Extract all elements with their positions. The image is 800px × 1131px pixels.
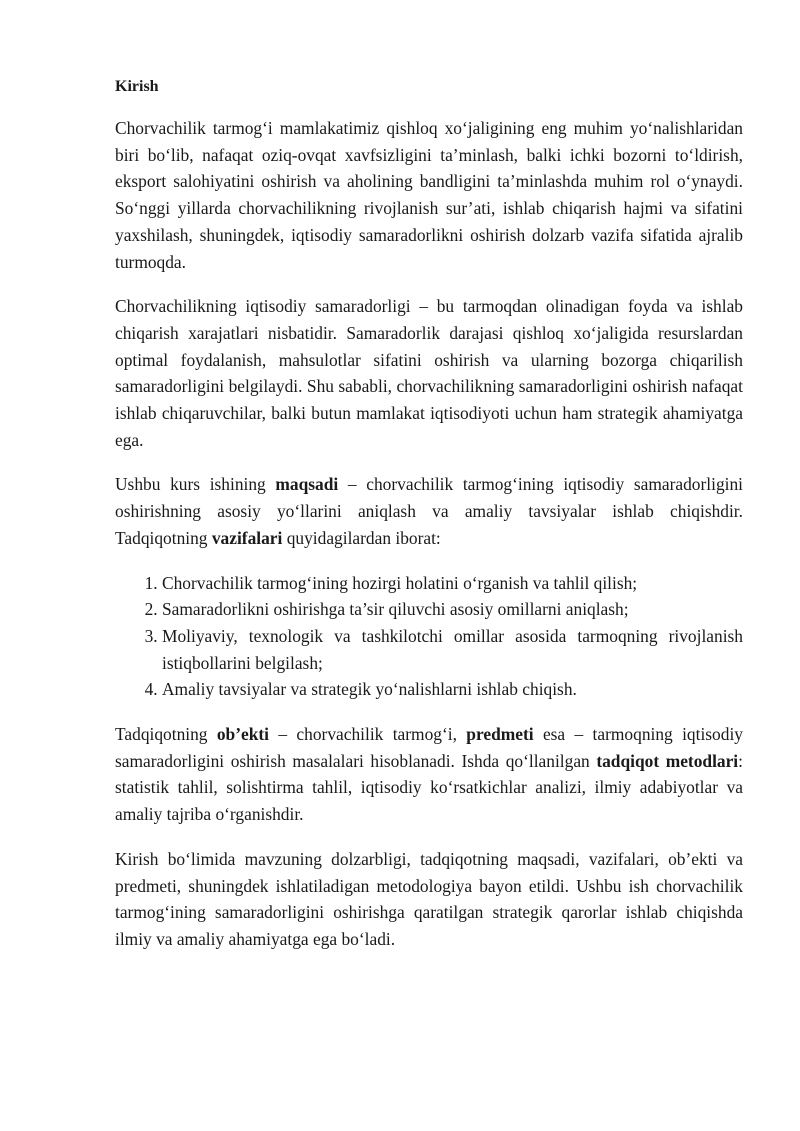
text-span: Tadqiqotning bbox=[115, 724, 217, 745]
section-heading: Kirish bbox=[115, 78, 159, 95]
text-span: – chorvachilik tarmog‘ining iqtisodiy samaradorligini oshirishning asosiy yo‘llarini aniqlash va amaliy tavsiyalar ishlab chiqishdir. Tadqiqotning bbox=[115, 474, 743, 548]
text-span: quyidagilardan iborat: bbox=[282, 527, 441, 548]
paragraph-efficiency: Chorvachilikning iqtisodiy samaradorligi – bu tarmoqdan olinadigan foyda va ishlab chiqarish xarajatlari nisbatidir. Samaradorlik darajasi qishloq xo‘jaligida resurslardan optimal foydalanish, mahsulotlar sifatini oshirish va ularning bozorga chiqarilish samaradorligini belgilaydi. Shu sababli, chorvachilikning samaradorligini oshirish nafaqat ishlab chiqaruvchilar, balki butun mamlakat iqtisodiyoti uchun ham strategik ahamiyatga ega. bbox=[115, 296, 743, 450]
bold-term-methods: tadqiqot metodlari bbox=[596, 750, 739, 771]
document-page bbox=[115, 76, 743, 971]
text-span: Ushbu kurs ishining bbox=[115, 474, 276, 495]
paragraph-goal bbox=[115, 471, 743, 551]
list-item: 3. Moliyaviy, texnologik va tashkilotchi omillar asosida tarmoqning rivojlanish istiqbollarini belgilash; bbox=[162, 623, 743, 676]
list-item: 4. Amaliy tavsiyalar va strategik yo‘nalishlarni ishlab chiqish. bbox=[162, 676, 743, 703]
list-item: 2. Samaradorlikni oshirishga ta’sir qiluvchi asosiy omillarni aniqlash; bbox=[162, 596, 743, 623]
text-span: : statistik tahlil, solishtirma tahlil, iqtisodiy ko‘rsatkichlar analizi, ilmiy adabiyotlar va amaliy tajriba o‘rganishdir. bbox=[115, 750, 743, 825]
bold-term-goal: maqsadi bbox=[275, 474, 339, 495]
list-item: 1. Chorvachilik tarmog‘ining hozirgi holatini o‘rganish va tahlil qilish; bbox=[162, 570, 743, 597]
paragraph-summary: Kirish bo‘limida mavzuning dolzarbligi, tadqiqotning maqsadi, vazifalari, ob’ekti va predmeti, shuningdek ishlatiladigan metodologiya bayon etildi. Ushbu ish chorvachilik tarmog‘ining samaradorligini oshirishga qaratilgan strategik qarorlar ishlab chiqishda ilmiy va amaliy ahamiyatga ega bo‘ladi. bbox=[115, 848, 743, 949]
bold-term-subject: predmeti bbox=[466, 724, 534, 745]
bold-term-object: ob’ekti bbox=[216, 724, 270, 745]
bold-term-tasks: vazifalari bbox=[211, 527, 283, 548]
text-span: esa – tarmoqning iqtisodiy samaradorligini oshirish masalalari hisoblanadi. Ishda qo‘llanilgan bbox=[115, 724, 743, 771]
tasks-list bbox=[115, 570, 743, 704]
text-span: – chorvachilik tarmog‘i, bbox=[269, 724, 467, 745]
paragraph-intro: Chorvachilik tarmog‘i mamlakatimiz qishloq xo‘jaligining eng muhim yo‘nalishlaridan biri bo‘lib, nafaqat oziq-ovqat xavfsizligini ta’minlash, balki ichki bozorni to‘ldirish, eksport salohiyatini oshirish va aholining bandligini ta’minlashda muhim rol o‘ynaydi. So‘nggi yillarda chorvachilikning rivojlanish sur’ati, ishlab chiqarish hajmi va sifatini yaxshilash, shuningdek, iqtisodiy samaradorlikni oshirish dolzarb vazifa sifatida ajralib turmoqda. bbox=[115, 118, 743, 272]
paragraph-object-subject bbox=[115, 721, 743, 828]
